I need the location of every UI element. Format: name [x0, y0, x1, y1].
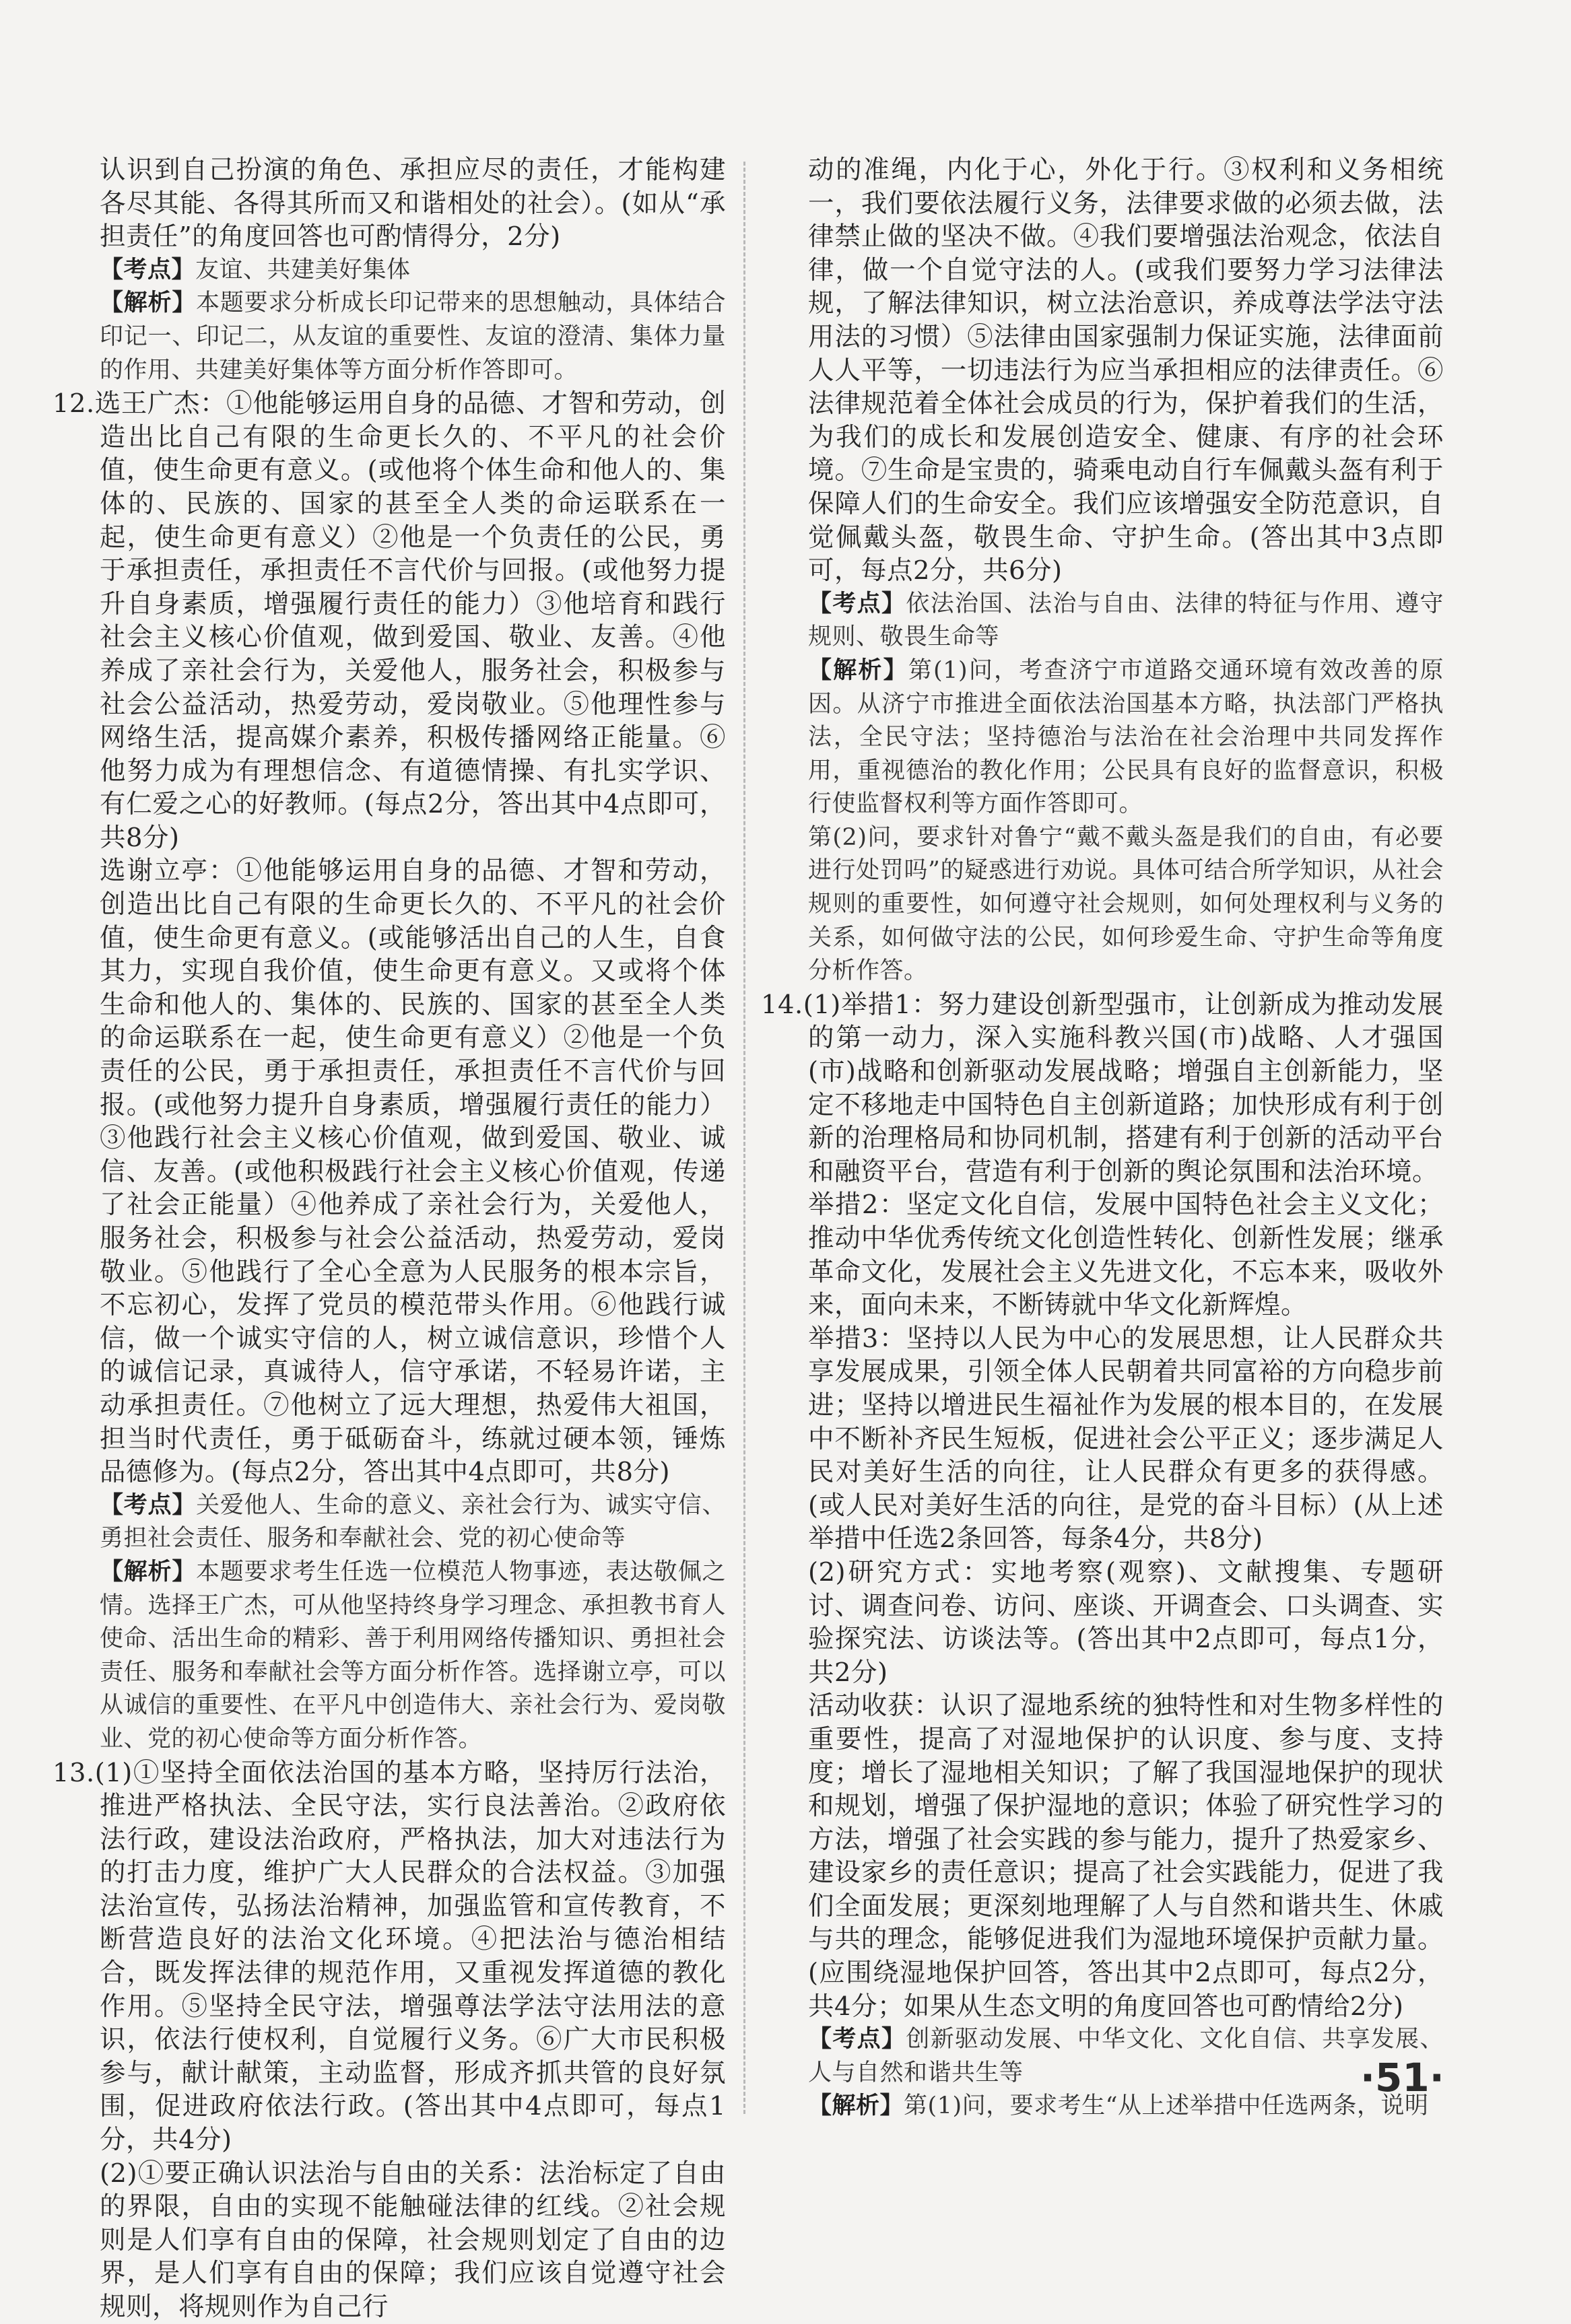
- kaodian-tag: 【考点】: [808, 2026, 906, 2053]
- kaodian-tag: 【考点】: [100, 256, 196, 283]
- jiexi-tag: 【解析】: [808, 2092, 904, 2120]
- jiexi-tag: 【解析】: [100, 1558, 197, 1585]
- jiexi-text: 第(1)问，要求考生“从上述举措中任选两条，说明: [904, 2092, 1429, 2120]
- kaodian-text: 创新驱动发展、中华文化、文化自信、共享发展、人与自然和谐共生等: [808, 2026, 1444, 2086]
- kaodian-tag: 【考点】: [100, 1491, 197, 1519]
- jiexi-note: [53, 287, 726, 387]
- question-14-measure-2: 举措2：坚定文化自信，发展中国特色社会主义文化；推动中华优秀传统文化创造性转化、创新性发展；继承革命文化，发展社会主义先进文化，不忘本来，吸收外来，面向未来，不断铸就中华文化新辉煌。: [808, 1190, 1444, 1321]
- question-14-answer-2: (2)研究方式：实地考察(观察)、文献搜集、专题研讨、调查问卷、访问、座谈、开调查会、口头调查、实验探究法、访谈法等。(答出其中2点即可，每点1分，共2分): [808, 1557, 1444, 1688]
- question-13-answer-1: 13.(1)①坚持全面依法治国的基本方略，坚持厉行法治，推进严格执法、全民守法，实行良法善治。②政府依法行政，建设法治政府，严格执法，加大对违法行为的打击力度，维护广大人民群众的合法权益。③加强法治宣传，弘扬法治精神，加强监管和宣传教育，不断营造良好的法治文化环境。④把法治与德治相结合，既发挥法律的规范作用，又重视发挥道德的教化作用。⑤坚持全民守法，增强尊法学法守法用法的意识，依法行使权利，自觉履行义务。⑥广大市民积极参与，献计献策，主动监督，形成齐抓共管的良好氛围，促进政府依法行政。(答出其中4点即可，每点1分，共4分): [53, 1757, 726, 2156]
- jiexi-note: [53, 1556, 726, 1756]
- jiexi-note: [761, 654, 1444, 821]
- kaodian-note: [761, 588, 1444, 654]
- column-divider: [743, 162, 745, 2114]
- kaodian-note: [53, 254, 726, 287]
- left-column: [53, 153, 726, 2324]
- question-13-answer-2: (2)①要正确认识法治与自由的关系：法治标定了自由的界限，自由的实现不能触碰法律的红线。②社会规则是人们享有自由的保障，社会规则划定了自由的边界，是人们享有自由的保障；我们应该自觉遵守社会规则，将规则作为自己行: [100, 2158, 726, 2322]
- jiexi-tag: 【解析】: [808, 656, 908, 684]
- kaodian-tag: 【考点】: [808, 590, 906, 617]
- jiexi-text: 第(1)问，考查济宁市道路交通环境有效改善的原因。从济宁市推进全面依法治国基本方略，执法部门严格执法，全民守法；坚持德治与法治在社会治理中共同发挥作用，重视德治的教化作用；公民具有良好的监督意识，积极行使监督权利等方面作答即可。: [808, 656, 1444, 818]
- jiexi-text: 本题要求分析成长印记带来的思想触动，具体结合印记一、印记二，从友谊的重要性、友谊的澄清、集体力量的作用、共建美好集体等方面分析作答即可。: [100, 289, 726, 384]
- kaodian-text: 依法治国、法治与自由、法律的特征与作用、遵守规则、敬畏生命等: [808, 590, 1444, 651]
- kaodian-note: [53, 1489, 726, 1556]
- question-14-measure-3: 举措3：坚持以人民为中心的发展思想，让人民群众共享发展成果，引领全体人民朝着共同富裕的方向稳步前进；坚持以增进民生福祉作为发展的根本目的，在发展中不断补齐民生短板，促进社会公平正义；逐步满足人民对美好生活的向往，让人民群众有更多的获得感。(或人民对美好生活的向往，是党的奋斗目标）(从上述举措中任选2条回答，每条4分，共8分): [808, 1323, 1444, 1554]
- jiexi-tag: 【解析】: [100, 289, 197, 317]
- page-number: ·51·: [1360, 2055, 1444, 2100]
- question-12-answer-b: 选谢立亭：①他能够运用自身的品德、才智和劳动，创造出比自己有限的生命更长久的、不平凡的社会价值，使生命更有意义。(或能够活出自己的人生，自食其力，实现自我价值，使生命更有意义。又或将个体生命和他人的、集体的、民族的、国家的甚至全人类的命运联系在一起，使生命更有意义）②他是一个负责任的公民，勇于承担责任，承担责任不言代价与回报。(或他努力提升自身素质，增强履行责任的能力）③他践行社会主义核心价值观，做到爱国、敬业、诚信、友善。(或他积极践行社会主义核心价值观，传递了社会正能量）④他养成了亲社会行为，关爱他人，服务社会，积极参与社会公益活动，热爱劳动，爱岗敬业。⑤他践行了全心全意为人民服务的根本宗旨，不忘初心，发挥了党员的模范带头作用。⑥他践行诚信，做一个诚实守信的人，树立诚信意识，珍惜个人的诚信记录，真诚待人，信守承诺，不轻易许诺，主动承担责任。⑦他树立了远大理想，热爱伟大祖国，担当时代责任，勇于砥砺奋斗，练就过硬本领，锤炼品德修为。(每点2分，答出其中4点即可，共8分): [100, 856, 726, 1488]
- jiexi-text: 本题要求考生任选一位模范人物事迹，表达敬佩之情。选择王广杰，可从他坚持终身学习理念、承担教书育人使命、活出生命的精彩、善于利用网络传播知识、勇担社会责任、服务和奉献社会等方面分析作答。选择谢立亭，可以从诚信的重要性、在平凡中创造伟大、亲社会行为、爱岗敬业、党的初心使命等方面分析作答。: [100, 1558, 726, 1752]
- question-14-activity-gains: 活动收获：认识了湿地系统的独特性和对生物多样性的重要性，提高了对湿地保护的认识度、参与度、支持度；增长了湿地相关知识；了解了我国湿地保护的现状和规划，增强了保护湿地的意识；体验了研究性学习的方法，增强了社会实践的参与能力，提升了热爱家乡、建设家乡的责任意识；提高了社会实践能力，促进了我们全面发展；更深刻地理解了人与自然和谐共生、休戚与共的理念，能够促进我们为湿地环境保护贡献力量。(应围绕湿地保护回答，答出其中2点即可，每点2分，共4分；如果从生态文明的角度回答也可酌情给2分): [808, 1690, 1444, 2022]
- question-12-answer-a: 12.选王广杰：①他能够运用自身的品德、才智和劳动，创造出比自己有限的生命更长久的、不平凡的社会价值，使生命更有意义。(或他将个体生命和他人的、集体的、民族的、国家的甚至全人类的命运联系在一起，使生命更有意义）②他是一个负责任的公民，勇于承担责任，承担责任不言代价与回报。(或他努力提升自身素质，增强履行责任的能力）③他培育和践行社会主义核心价值观，做到爱国、敬业、友善。④他养成了亲社会行为，关爱他人，服务社会，积极参与社会公益活动，热爱劳动，爱岗敬业。⑤他理性参与网络生活，提高媒介素养，积极传播网络正能量。⑥他努力成为有理想信念、有道德情操、有扎实学识、有仁爱之心的好教师。(每点2分，答出其中4点即可，共8分): [53, 388, 726, 853]
- kaodian-text: 关爱他人、生命的意义、亲社会行为、诚实守信、勇担社会责任、服务和奉献社会、党的初心使命等: [100, 1491, 726, 1552]
- jiexi-note-2: 第(2)问，要求针对鲁宁“戴不戴头盔是我们的自由，有必要进行处罚吗”的疑惑进行劝说。具体可结合所学知识，从社会规则的重要性，如何遵守社会规则，如何处理权利与义务的关系，如何做守法的公民，如何珍爱生命、守护生命等角度分析作答。: [808, 823, 1444, 985]
- question-13-answer-2-cont: 动的准绳，内化于心，外化于行。③权利和义务相统一，我们要依法履行义务，法律要求做的必须去做，法律禁止做的坚决不做。④我们要增强法治观念，依法自律，做一个自觉守法的人。(或我们要努力学习法律法规，了解法律知识，树立法治意识，养成尊法学法守法用法的习惯）⑤法律由国家强制力保证实施，法律面前人人平等，一切违法行为应当承担相应的法律责任。⑥法律规范着全体社会成员的行为，保护着我们的生活，为我们的成长和发展创造安全、健康、有序的社会环境。⑦生命是宝贵的，骑乘电动自行车佩戴头盔有利于保障人们的生命安全。我们应该增强安全防范意识，自觉佩戴头盔，敬畏生命、守护生命。(答出其中3点即可，每点2分，共6分): [808, 155, 1444, 586]
- answer-paragraph: 认识到自己扮演的角色、承担应尽的责任，才能构建各尽其能、各得其所而又和谐相处的社会）。(如从“承担责任”的角度回答也可酌情得分，2分): [100, 155, 726, 252]
- kaodian-text: 友谊、共建美好集体: [195, 256, 411, 283]
- kaodian-note: [761, 2023, 1444, 2090]
- question-14-answer-1: 14.(1)举措1：努力建设创新型强市，让创新成为推动发展的第一动力，深入实施科教兴国(市)战略、人才强国(市)战略和创新驱动发展战略；增强自主创新能力，坚定不移地走中国特色自主创新道路；加快形成有利于创新的治理格局和协同机制，搭建有利于创新的活动平台和融资平台，营造有利于创新的舆论氛围和法治环境。: [761, 989, 1444, 1187]
- jiexi-note: [761, 2090, 1444, 2123]
- right-column: [761, 153, 1444, 2123]
